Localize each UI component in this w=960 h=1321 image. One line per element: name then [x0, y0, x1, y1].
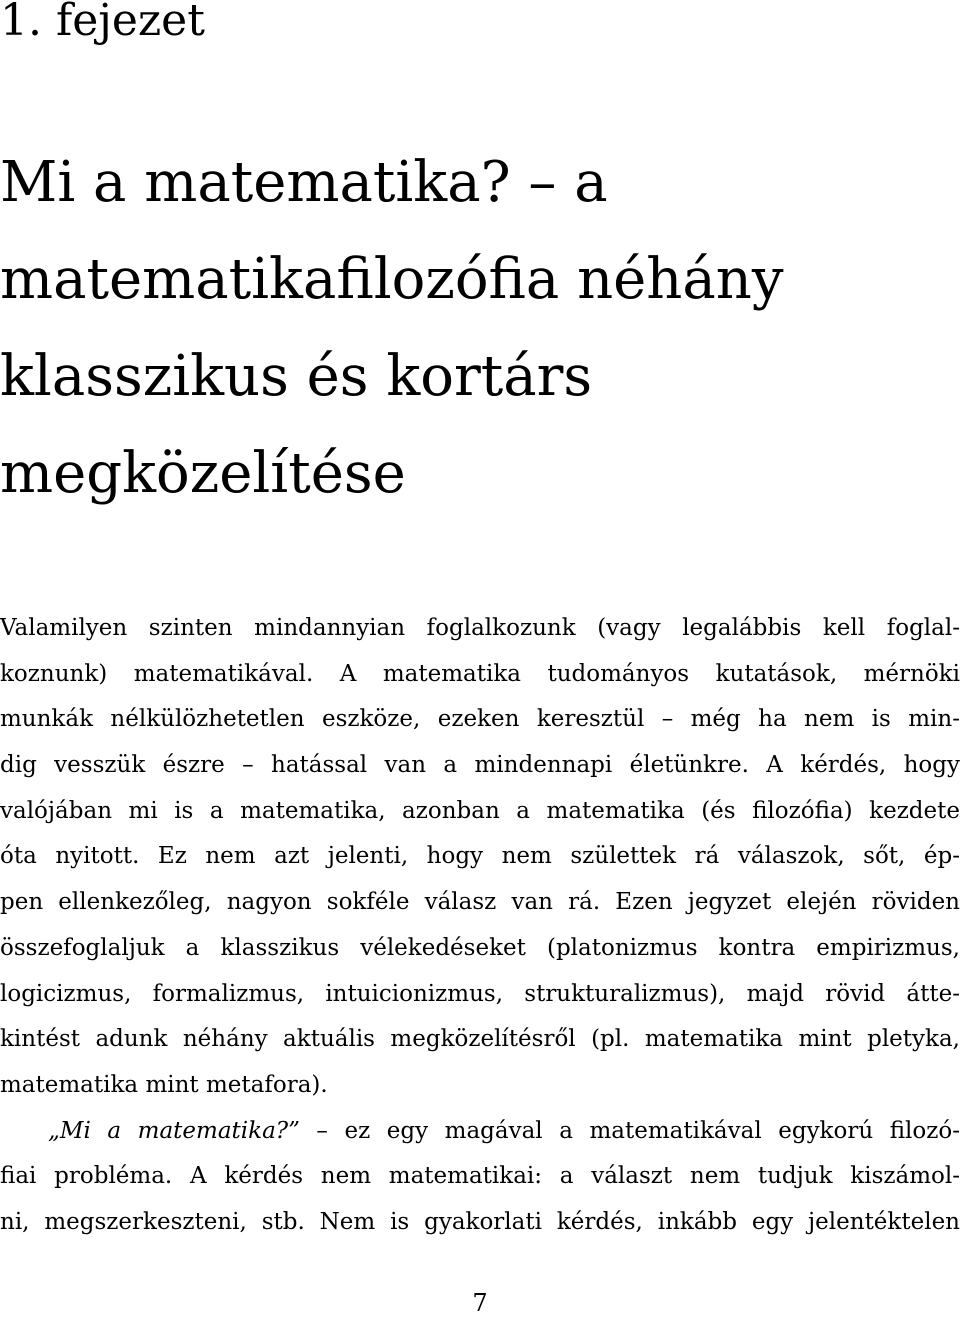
- body-text: [0, 606, 960, 1246]
- paragraph-1-line: valójában mi is a matematika, azonban a matematika (és filozófia) kezdete: [0, 797, 960, 824]
- chapter-label: 1. fejezet: [0, 0, 205, 46]
- chapter-title-line: Mi a matematika? – a: [0, 150, 608, 215]
- paragraph-1-line: óta nyitott. Ez nem azt jelenti, hogy nem születtek rá válaszok, sőt, ép-: [0, 843, 960, 870]
- paragraph-1-line: Valamilyen szinten mindannyian foglalkozunk (vagy legalábbis kell foglal-: [0, 615, 960, 641]
- paragraph-1-line: dig vesszük észre – hatással van a mindennapi életünkre. A kérdés, hogy: [0, 752, 960, 779]
- paragraph-1-line: összefoglaljuk a klasszikus vélekedéseket (platonizmus kontra empirizmus,: [0, 934, 960, 961]
- paragraph-1-line: koznunk) matematikával. A matematika tudományos kutatások, mérnöki: [0, 660, 960, 687]
- chapter-title-line: matematikafilozófia néhány: [0, 247, 784, 312]
- chapter-title-line: klasszikus és kortárs: [0, 344, 593, 409]
- page-number: 7: [472, 1289, 488, 1317]
- paragraph-2-first-line: [0, 1109, 960, 1155]
- chapter-title-line: megközelítése: [0, 441, 406, 506]
- paragraph-1-line: munkák nélkülözhetetlen eszköze, ezeken keresztül – még ha nem is min-: [0, 706, 960, 733]
- paragraph-1-line: pen ellenkezőleg, nagyon sokféle válasz van rá. Ezen jegyzet elején röviden: [0, 889, 960, 916]
- paragraph-2-line: ni, megszerkeszteni, stb. Nem is gyakorlati kérdés, inkább egy jelentéktelen: [0, 1208, 960, 1235]
- paragraph-1-line: logicizmus, formalizmus, intuicionizmus, strukturalizmus), majd rövid átte-: [0, 980, 960, 1007]
- paragraph-1-line: kintést adunk néhány aktuális megközelítésről (pl. matematika mint pletyka,: [0, 1026, 960, 1053]
- chapter-title: [0, 134, 950, 522]
- paragraph-1-line: matematika mint metafora).: [0, 1071, 328, 1098]
- italic-quote: „Mi a matematika?”: [48, 1117, 300, 1144]
- paragraph-2-first-line-rest: – ez egy magával a matematikával egykorú filozó-: [299, 1117, 960, 1144]
- paragraph-2-line: fiai probléma. A kérdés nem matematikai: a választ nem tudjuk kiszámol-: [0, 1163, 960, 1190]
